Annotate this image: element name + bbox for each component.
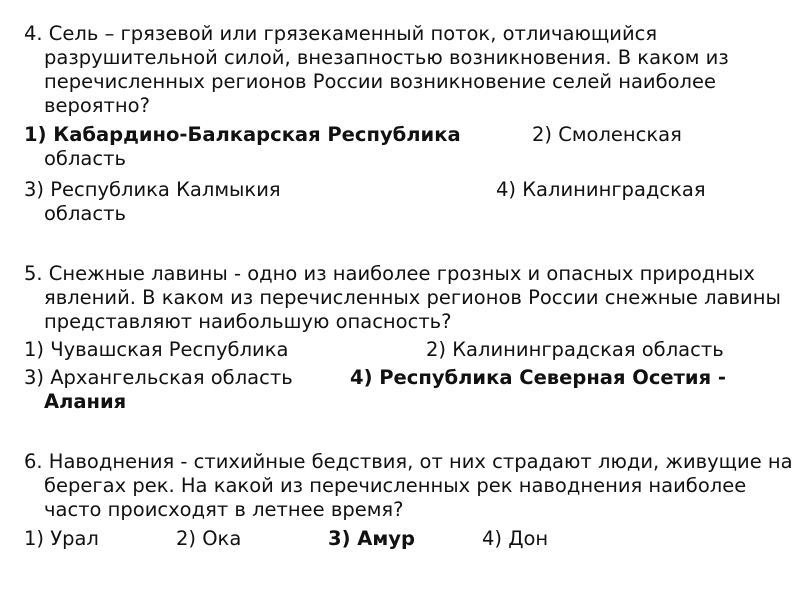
q4-option-4-continuation: область — [44, 202, 126, 225]
q5-option-2: 2) Калининградская область — [426, 338, 724, 361]
q4-option-3: 3) Республика Калмыкия — [24, 178, 281, 201]
q5-option-4-continuation: Алания — [44, 390, 127, 413]
q6-option-3-correct: 3) Амур — [328, 527, 415, 550]
q5-option-3: 3) Архангельская область — [24, 366, 293, 389]
q6-option-1: 1) Урал — [24, 527, 99, 550]
question-4-options-row-1 — [24, 123, 784, 171]
q6-option-2: 2) Ока — [176, 527, 242, 550]
question-4-options-row-2 — [24, 178, 784, 226]
question-4-text: 4. Сель – грязевой или грязекаменный поток, отличающийся разрушительной силой, внезапностью возникновения. В каком из перечисленных регионов России возникновение селей наиболее вероятно? — [24, 22, 729, 117]
q4-option-4: 4) Калининградская — [496, 178, 706, 201]
q4-option-2-continuation: область — [44, 147, 126, 170]
q5-option-4-correct: 4) Республика Северная Осетия - — [350, 366, 727, 389]
question-6-options-row — [24, 527, 784, 575]
question-5-options-row-2 — [24, 366, 784, 414]
question-6-text: 6. Наводнения - стихийные бедствия, от них страдают люди, живущие на берегах рек. На какой из перечисленных рек наводнения наиболее часто происходят в летнее время? — [24, 450, 793, 521]
q6-option-4: 4) Дон — [482, 527, 549, 550]
q5-option-1: 1) Чувашская Республика — [24, 338, 289, 361]
question-5-text: 5. Снежные лавины - одно из наиболее грозных и опасных природных явлений. В каком из перечисленных регионов России снежные лавины представляют наибольшую опасность? — [24, 262, 781, 333]
q4-option-1-correct: 1) Кабардино-Балкарская Республика — [24, 123, 461, 146]
q4-option-2: 2) Смоленская — [532, 123, 682, 146]
